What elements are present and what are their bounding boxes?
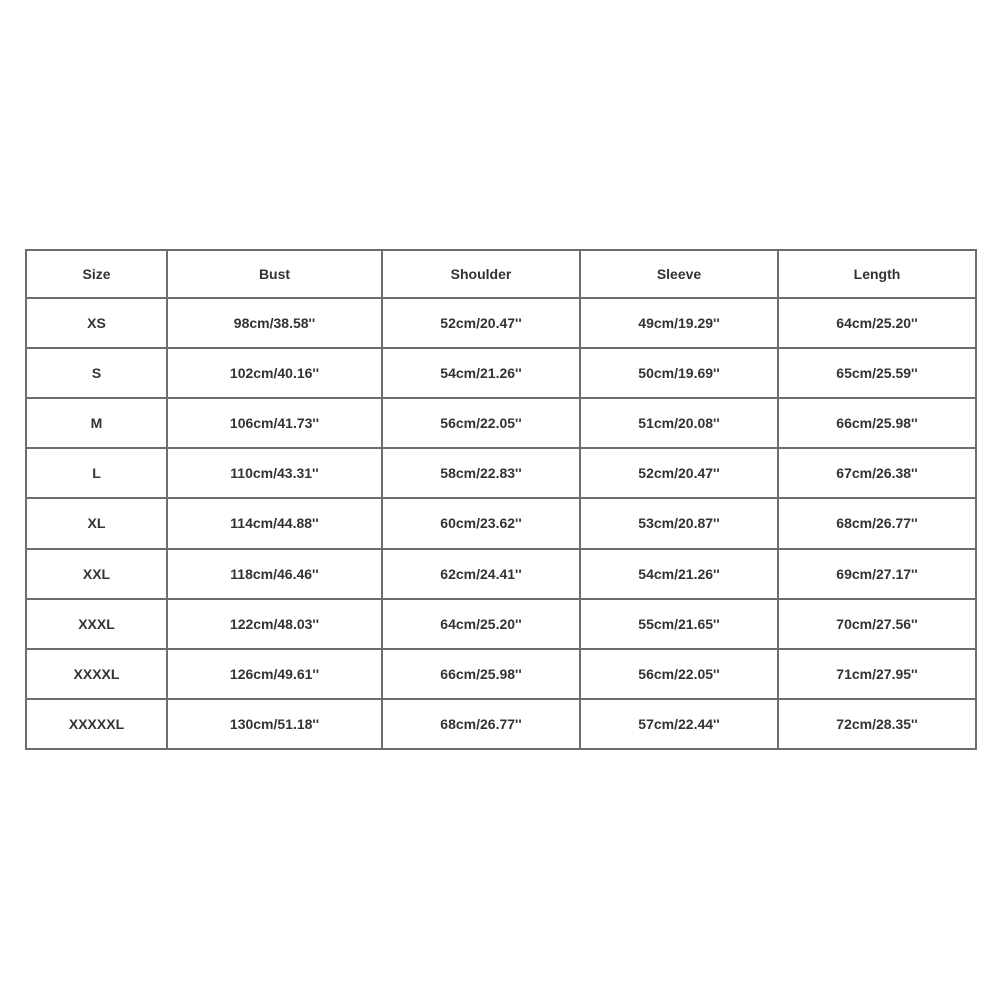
cell-sleeve: 51cm/20.08'' [580,398,778,448]
cell-bust: 122cm/48.03'' [167,599,382,649]
cell-length: 69cm/27.17'' [778,549,976,599]
cell-size: L [26,448,167,498]
cell-bust: 106cm/41.73'' [167,398,382,448]
table-row [26,298,976,348]
cell-length: 70cm/27.56'' [778,599,976,649]
cell-length: 67cm/26.38'' [778,448,976,498]
header-size: Size [26,250,167,298]
cell-bust: 98cm/38.58'' [167,298,382,348]
cell-sleeve: 50cm/19.69'' [580,348,778,398]
cell-shoulder: 60cm/23.62'' [382,498,580,548]
table-row [26,699,976,749]
header-row [26,250,976,298]
cell-shoulder: 58cm/22.83'' [382,448,580,498]
cell-length: 64cm/25.20'' [778,298,976,348]
table-row [26,649,976,699]
header-bust: Bust [167,250,382,298]
cell-length: 66cm/25.98'' [778,398,976,448]
cell-shoulder: 56cm/22.05'' [382,398,580,448]
cell-sleeve: 55cm/21.65'' [580,599,778,649]
cell-shoulder: 62cm/24.41'' [382,549,580,599]
cell-shoulder: 54cm/21.26'' [382,348,580,398]
cell-shoulder: 64cm/25.20'' [382,599,580,649]
size-chart-table [25,249,977,750]
cell-bust: 102cm/40.16'' [167,348,382,398]
table-row [26,599,976,649]
cell-size: S [26,348,167,398]
table-row [26,398,976,448]
cell-length: 65cm/25.59'' [778,348,976,398]
cell-size: XXXXXL [26,699,167,749]
cell-shoulder: 68cm/26.77'' [382,699,580,749]
cell-bust: 110cm/43.31'' [167,448,382,498]
table-row [26,549,976,599]
cell-size: XL [26,498,167,548]
cell-size: XS [26,298,167,348]
table-body [26,298,976,749]
cell-sleeve: 53cm/20.87'' [580,498,778,548]
cell-size: M [26,398,167,448]
cell-length: 71cm/27.95'' [778,649,976,699]
cell-length: 68cm/26.77'' [778,498,976,548]
cell-size: XXXL [26,599,167,649]
cell-sleeve: 49cm/19.29'' [580,298,778,348]
cell-length: 72cm/28.35'' [778,699,976,749]
header-sleeve: Sleeve [580,250,778,298]
header-length: Length [778,250,976,298]
cell-sleeve: 54cm/21.26'' [580,549,778,599]
cell-shoulder: 66cm/25.98'' [382,649,580,699]
cell-sleeve: 56cm/22.05'' [580,649,778,699]
header-shoulder: Shoulder [382,250,580,298]
cell-bust: 130cm/51.18'' [167,699,382,749]
table-header [26,250,976,298]
cell-bust: 126cm/49.61'' [167,649,382,699]
table-row [26,498,976,548]
cell-sleeve: 52cm/20.47'' [580,448,778,498]
table-row [26,448,976,498]
cell-size: XXL [26,549,167,599]
cell-sleeve: 57cm/22.44'' [580,699,778,749]
cell-bust: 114cm/44.88'' [167,498,382,548]
cell-shoulder: 52cm/20.47'' [382,298,580,348]
table-row [26,348,976,398]
cell-size: XXXXL [26,649,167,699]
cell-bust: 118cm/46.46'' [167,549,382,599]
